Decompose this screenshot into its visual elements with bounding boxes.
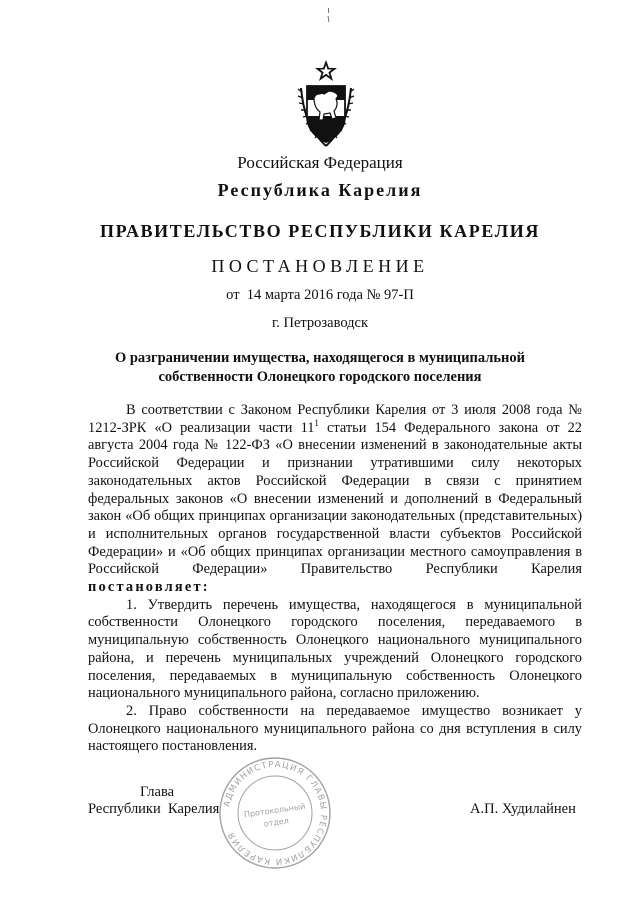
- scan-mark: [327, 8, 330, 22]
- official-stamp-icon: [217, 755, 333, 871]
- preamble-text: В соответствии с Законом Республики Карелия от 3 июля 2008 года № 1212-ЗРК «О реализации части 11: [88, 402, 582, 436]
- stamp-inner-text: Протокольный: [243, 801, 306, 820]
- country-heading: Российская Федерация: [237, 153, 403, 172]
- preamble-text-cont: статьи 154 Федерального закона от 22 августа 2004 года № 122-ФЗ «О внесении изменений в законодательные акты Российской Федерации и признании утратившими силу некоторых законодательных актов Российской Федерации в связи с принятием федеральных законов «О внесении изменений и дополнений в Федеральный закон «Об общих принципах организации законодательных (представительных) и исполнительных органов государственной власти субъектов Российской Федерации» и «Об общих принципах организации местного самоуправления в Российской Федерации» Правительство Республики Карелия: [88, 419, 586, 578]
- signatory-name: А.П. Худилайнен: [470, 801, 576, 817]
- clause-1-paragraph: 1. Утвердить перечень имущества, находящегося в муниципальной собственности Олонецкого городского поселения, передаваемого в муниципальную собственность Олонецкого национального муниципального района, и перечень муниципальных учреждений Олонецкого городского поселения, передаваемых в муниципальную собственность Олонецкого национального муниципального района, согласно приложению.: [88, 596, 582, 702]
- signatory-role: Глава: [140, 784, 175, 800]
- signatory-role: Республики Карелия: [88, 801, 220, 817]
- preamble-paragraph: [88, 402, 586, 597]
- document-type-heading: ПОСТАНОВЛЕНИЕ: [211, 256, 429, 276]
- superscript: 1: [314, 417, 319, 428]
- document-title: [0, 349, 640, 387]
- document-title-line: О разграничении имущества, находящегося в муниципальной: [114, 350, 526, 366]
- document-date-number: от 14 марта 2016 года № 97-П: [226, 287, 414, 303]
- document-city: г. Петрозаводск: [271, 315, 369, 331]
- document-body: [88, 402, 586, 756]
- resolves-verb: постановляет:: [88, 579, 210, 596]
- stamp-inner-text: отдел: [263, 816, 290, 829]
- stamp-ring-text: АДМИНИСТРАЦИЯ ГЛАВЫ РЕСПУБЛИКИ КАРЕЛИЯ: [222, 759, 329, 867]
- clause-2-paragraph: 2. Право собственности на передаваемое имущество возникает у Олонецкого национального муниципального района со дня вступления в силу настоящего постановления.: [88, 702, 582, 755]
- document-title-line: собственности Олонецкого городского поселения: [158, 369, 482, 385]
- coat-of-arms-icon: [297, 58, 355, 148]
- republic-heading: Республика Карелия: [217, 180, 423, 200]
- government-heading: ПРАВИТЕЛЬСТВО РЕСПУБЛИКИ КАРЕЛИЯ: [100, 221, 540, 241]
